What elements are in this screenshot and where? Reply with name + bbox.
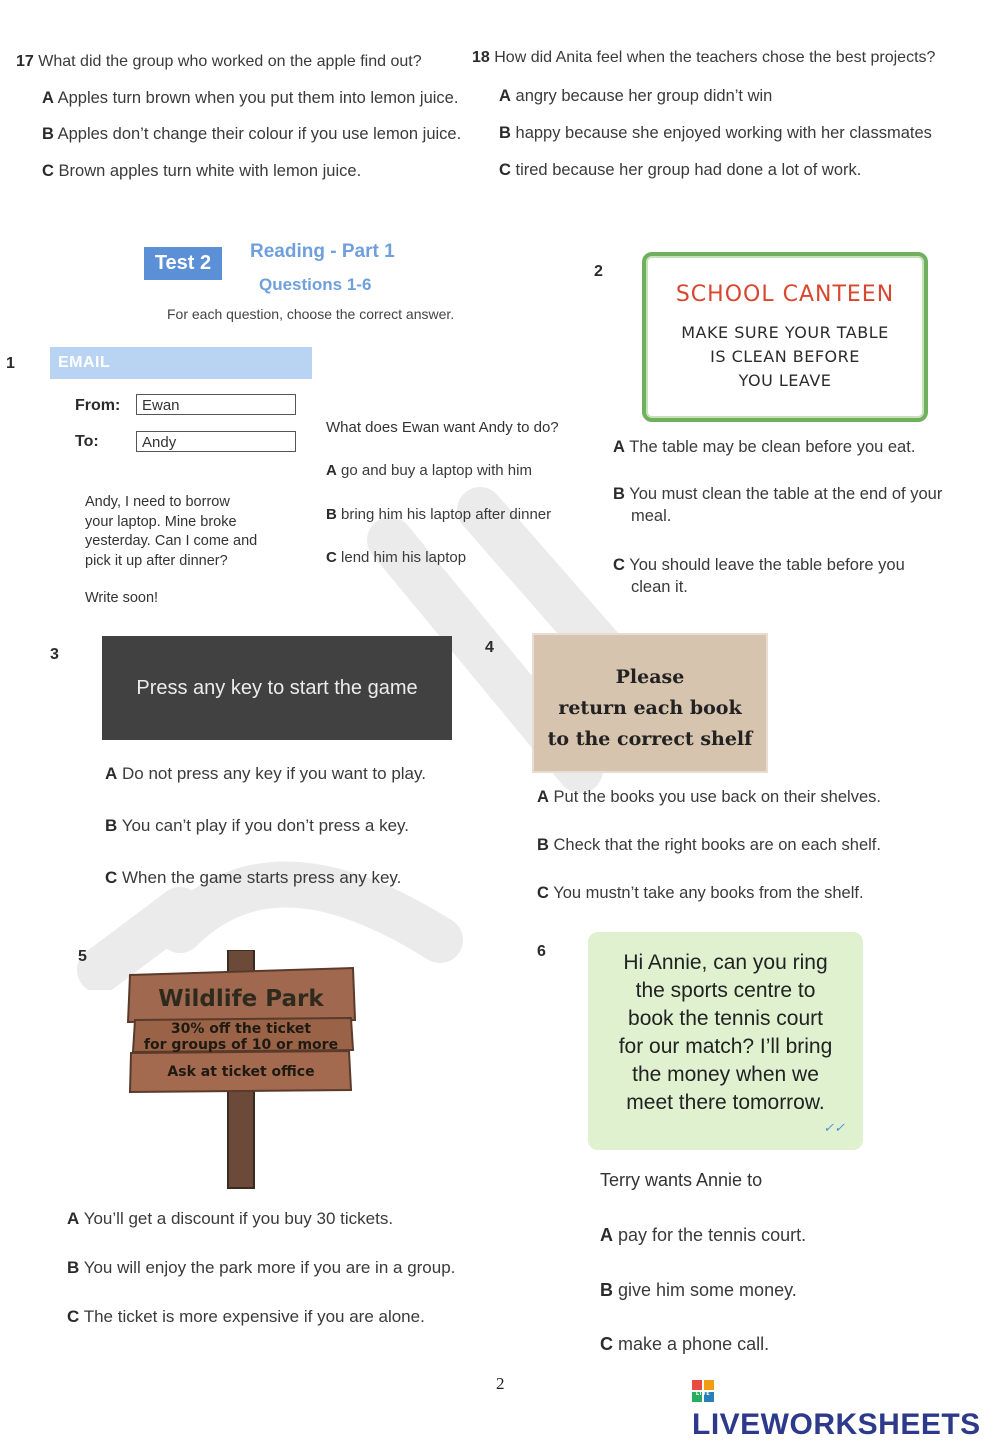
to-label: To: [75, 433, 99, 450]
q5-option-b[interactable]: B You will enjoy the park more if you are in a group. [67, 1258, 456, 1277]
q1-number: 1 [6, 355, 15, 372]
wildlife-sign-title: Wildlife Park [158, 986, 324, 1012]
email-body-line: Andy, I need to borrow [85, 494, 230, 510]
chat-message-line: Hi Annie, can you ring [623, 951, 828, 974]
q6-option-a[interactable]: A pay for the tennis court. [600, 1225, 807, 1245]
liveworksheets-logo-text: LIVEWORKSHEETS [692, 1408, 981, 1441]
email-body-line: your laptop. Mine broke [85, 513, 237, 530]
page-number: 2 [496, 1374, 505, 1393]
q2-number: 2 [594, 263, 603, 280]
q17-number: 17 [16, 53, 34, 70]
q4-option-b[interactable]: B Check that the right books are on each shelf. [537, 836, 881, 854]
test-badge: Test 2 [144, 247, 222, 280]
q18-question [472, 48, 935, 68]
email-signoff: Write soon! [85, 590, 159, 606]
q18-option-c[interactable]: C tired because her group had done a lot of work. [499, 161, 862, 179]
q1-option-b[interactable]: B bring him his laptop after dinner [326, 506, 552, 523]
library-sign [532, 633, 768, 773]
chat-message-line: the money when we [632, 1063, 819, 1086]
liveworksheets-logo [692, 1374, 1000, 1442]
q4-option-a[interactable]: A Put the books you use back on their shelves. [537, 788, 881, 806]
q3-option-c[interactable]: C When the game starts press any key. [105, 868, 402, 887]
canteen-sign-line: YOU LEAVE [738, 371, 832, 390]
q6-option-c[interactable]: C make a phone call. [600, 1334, 770, 1354]
game-screen-sign: Press any key to start the game [102, 636, 452, 740]
q18-option-a[interactable]: A angry because her group didn’t win [499, 87, 773, 105]
q2-option-b[interactable]: B You must clean the table at the end of your meal. [613, 485, 943, 525]
q4-option-c[interactable]: C You mustn’t take any books from the shelf. [537, 884, 864, 902]
library-sign-line: return each book [558, 697, 742, 719]
email-header-bar [50, 347, 312, 379]
q3-option-b[interactable]: B You can’t play if you don’t press a key. [105, 816, 409, 835]
q6-question-text: Terry wants Annie to [600, 1170, 763, 1190]
chat-message-line: the sports centre to [635, 979, 816, 1002]
q18-question-text: How did Anita feel when the teachers chose the best projects? [494, 49, 936, 66]
q17-question-text: What did the group who worked on the apple find out? [38, 53, 422, 70]
canteen-sign-line: IS CLEAN BEFORE [710, 347, 860, 366]
wildlife-sign-line3: Ask at ticket office [167, 1064, 315, 1080]
q1-option-c[interactable]: C lend him his laptop [326, 549, 467, 566]
q17-option-a[interactable]: A Apples turn brown when you put them into lemon juice. [42, 89, 459, 107]
q2-option-c[interactable]: C You should leave the table before you clean it. [613, 556, 905, 596]
from-label: From: [75, 397, 121, 414]
q3-number: 3 [50, 646, 59, 663]
q5-option-a[interactable]: A You’ll get a discount if you buy 30 tickets. [67, 1209, 394, 1228]
liveworksheets-logo-mark: LIVE [695, 1391, 711, 1397]
q18-number: 18 [472, 49, 490, 66]
q5-number: 5 [78, 948, 87, 965]
email-label: EMAIL [58, 354, 111, 371]
q6-number: 6 [537, 943, 546, 960]
q17-option-c[interactable]: C Brown apples turn white with lemon juice. [42, 162, 362, 180]
q17-option-b[interactable]: B Apples don’t change their colour if you use lemon juice. [42, 125, 462, 143]
wildlife-park-sign [125, 950, 360, 1190]
read-receipt-icon: ✓✓ [823, 1120, 845, 1135]
chat-message-bubble [588, 932, 863, 1150]
liveworksheets-logo-icon [692, 1380, 714, 1402]
q18-option-b[interactable]: B happy because she enjoyed working with her classmates [499, 124, 932, 142]
email-body [85, 493, 257, 571]
chat-message-line: for our match? I’ll bring [618, 1035, 833, 1058]
wildlife-sign-line1: 30% off the ticket [170, 1021, 312, 1037]
section-title: Reading - Part 1 [250, 241, 395, 262]
q1-option-a[interactable]: A go and buy a laptop with him [326, 462, 532, 479]
canteen-sign [642, 252, 928, 422]
canteen-sign-line: MAKE SURE YOUR TABLE [681, 323, 889, 342]
email-body-line: pick it up after dinner? [85, 552, 228, 569]
q4-number: 4 [485, 639, 494, 656]
section-subtitle: Questions 1-6 [259, 275, 372, 294]
from-field: Ewan [136, 394, 296, 415]
q2-option-a[interactable]: A The table may be clean before you eat. [613, 438, 916, 456]
chat-message-line: meet there tomorrow. [626, 1091, 825, 1114]
wildlife-sign-line2: for groups of 10 or more [143, 1037, 339, 1053]
canteen-sign-title: SCHOOL CANTEEN [675, 282, 895, 307]
q3-option-a[interactable]: A Do not press any key if you want to play. [105, 764, 426, 783]
library-sign-line: to the correct shelf [547, 728, 753, 750]
q6-option-b[interactable]: B give him some money. [600, 1280, 797, 1300]
email-body-line: yesterday. Can I come and [85, 533, 258, 549]
q1-question-text: What does Ewan want Andy to do? [326, 419, 559, 436]
chat-message-line: book the tennis court [628, 1007, 823, 1030]
q5-option-c[interactable]: C The ticket is more expensive if you are alone. [67, 1307, 425, 1326]
q17-question [16, 52, 422, 72]
library-sign-line: Please [615, 666, 685, 688]
instruction-text: For each question, choose the correct answer. [167, 306, 455, 322]
to-field: Andy [136, 431, 296, 452]
